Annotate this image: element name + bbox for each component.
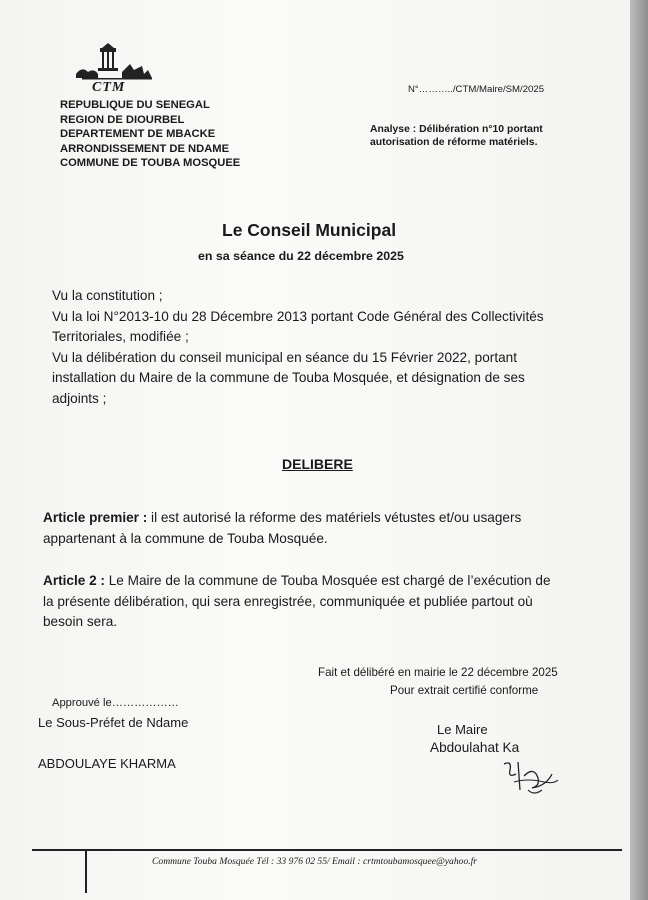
article-text: il est autorisé la réforme des matériels vétustes et/ou usagers [147,510,522,525]
visa-line: Territoriales, modifiée ; [52,329,189,344]
article-label: Article premier : [43,510,148,525]
analyse-line: Analyse : Délibération n°10 portant [370,124,543,135]
sous-prefet-name: ABDOULAYE KHARMA [38,756,176,771]
approval-line: Approuvé le……………… [52,697,179,709]
article-premier [43,508,583,549]
admin-line-arrondissement: ARRONDISSEMENT DE NDAME [60,142,230,155]
admin-line-commune: COMMUNE DE TOUBA MOSQUEE [60,157,241,169]
sous-prefet-title: Le Sous-Préfet de Ndame [38,715,189,730]
document-title: Le Conseil Municipal [222,220,397,240]
extrait-line: Pour extrait certifié conforme [390,684,539,697]
analyse-line: autorisation de réforme matériels. [370,137,538,148]
fait-line: Fait et délibéré en mairie le 22 décembre 2025 [318,666,558,679]
signature-icon [494,756,564,802]
visa-line: installation du Maire de la commune de Touba Mosquée, et désignation de ses [52,370,525,385]
reference-number: N°………../CTM/Maire/SM/2025 [408,84,545,95]
footer-vertical-rule [85,851,87,893]
admin-line-region: REGION DE DIOURBEL [60,113,185,126]
admin-line-republic: REPUBLIQUE DU SENEGAL [60,99,210,111]
visa-line: Vu la constitution ; [52,288,163,303]
maire-title: Le Maire [437,722,488,737]
analyse-block [370,123,543,149]
session-date: en sa séance du 22 décembre 2025 [198,249,404,263]
closing-block [318,664,558,700]
delibere-heading: DELIBERE [282,456,353,472]
administrative-header [60,98,240,171]
page-edge-shadow [630,0,648,900]
visa-section [52,286,572,409]
footer-divider [32,849,622,851]
footer-contact: Commune Touba Mosquée Tél : 33 976 02 55/ Email : crtmtoubamosquee@yahoo.fr [152,856,478,867]
admin-line-department: DEPARTEMENT DE MBACKE [60,128,216,140]
maire-name: Abdoulahat Ka [430,740,520,755]
article-2 [43,571,583,633]
visa-line: Vu la loi N°2013-10 du 28 Décembre 2013 portant Code Général des Collectivités [52,308,544,324]
logo-text: CTM [92,80,126,95]
visa-line: Vu la délibération du conseil municipal en séance du 15 Février 2022, portant [52,349,517,365]
article-text: besoin sera. [43,614,118,629]
article-text: Le Maire de la commune de Touba Mosquée est chargé de l’exécution de [104,573,551,588]
article-label: Article 2 : [43,573,105,588]
visa-line: adjoints ; [52,390,107,406]
article-text: la présente délibération, qui sera enregistrée, communiquée et publiée partout où [43,593,533,609]
article-text: appartenant à la commune de Touba Mosquée. [43,530,328,546]
